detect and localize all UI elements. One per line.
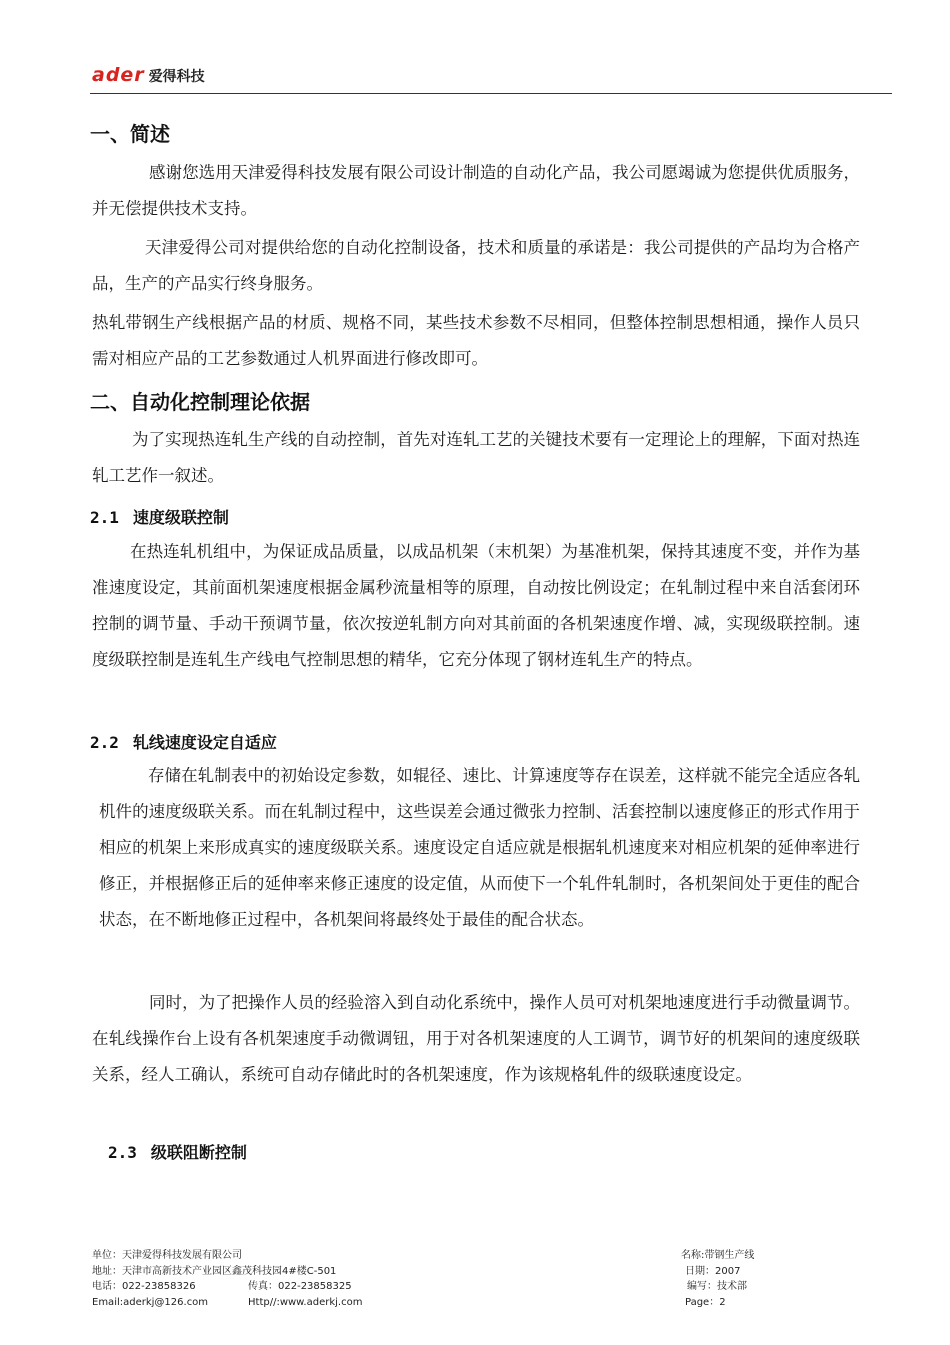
footer-left bbox=[92, 1248, 362, 1310]
section-1-heading: 一、简述 bbox=[90, 122, 170, 146]
footer-page-number: Page：2 bbox=[685, 1296, 726, 1308]
section-1-paragraph-1: 感谢您选用天津爱得科技发展有限公司设计制造的自动化产品，我公司愿竭诚为您提供优质服务，并无偿提供技术支持。 bbox=[92, 163, 860, 218]
section-2-intro-paragraph: 为了实现热连轧生产线的自动控制，首先对连轧工艺的关键技术要有一定理论上的理解，下面对热连轧工艺作一叙述。 bbox=[92, 430, 860, 485]
company-logo bbox=[92, 64, 205, 86]
section-1-paragraph-3: 热轧带钢生产线根据产品的材质、规格不同，某些技术参数不尽相同，但整体控制思想相通，操作人员只需对相应产品的工艺参数通过人机界面进行修改即可。 bbox=[92, 313, 860, 368]
subsection-2-1-title: 速度级联控制 bbox=[132, 508, 229, 527]
subsection-2-1-paragraph: 在热连轧机组中，为保证成品质量，以成品机架（末机架）为基准机架，保持其速度不变，并作为基准速度设定，其前面机架速度根据金属秒流量相等的原理，自动按比例设定；在轧制过程中来自活套闭环控制的调节量、手动干预调节量，依次按逆轧制方向对其前面的各机架速度作增、减，实现级联控制。速度级联控制是连轧生产线电气控制思想的精华，它充分体现了钢材连轧生产的特点。 bbox=[92, 542, 860, 669]
footer-right bbox=[681, 1248, 754, 1310]
subsection-2-3-title: 级联阻断控制 bbox=[150, 1143, 247, 1162]
footer-date: 日期：2007 bbox=[685, 1265, 741, 1277]
subsection-2-2-number: 2.2 bbox=[90, 733, 119, 752]
footer-contact-row bbox=[92, 1279, 362, 1295]
logo-brand-latin: ader bbox=[92, 64, 145, 86]
subsection-2-3-heading bbox=[108, 1140, 247, 1163]
footer-phone: 电话：022-23858326 bbox=[92, 1281, 196, 1292]
subsection-2-1-number: 2.1 bbox=[90, 508, 119, 527]
section-2-heading: 二、自动化控制理论依据 bbox=[90, 390, 310, 414]
section-1-paragraph-2: 天津爱得公司对提供给您的自动化控制设备，技术和质量的承诺是：我公司提供的产品均为合格产品，生产的产品实行终身服务。 bbox=[92, 238, 860, 293]
footer-web-row bbox=[92, 1295, 362, 1311]
footer-fax: 传真：022-23858325 bbox=[248, 1281, 352, 1292]
subsection-2-2-paragraph-2: 同时，为了把操作人员的经验溶入到自动化系统中，操作人员可对机架地速度进行手动微量调节。在轧线操作台上设有各机架速度手动微调钮，用于对各机架速度的人工调节，调节好的机架间的速度级联关系，经人工确认，系统可自动存储此时的各机架速度，作为该规格轧件的级联速度设定。 bbox=[92, 993, 860, 1084]
footer-website: Http//:www.aderkj.com bbox=[248, 1296, 363, 1308]
footer-email: Email:aderkj@126.com bbox=[92, 1296, 209, 1308]
subsection-2-1-heading bbox=[90, 505, 229, 528]
subsection-2-2-paragraph-1: 存储在轧制表中的初始设定参数，如辊径、速比、计算速度等存在误差，这样就不能完全适应各轧机件的速度级联关系。而在轧制过程中，这些误差会通过微张力控制、活套控制以速度修正的形式作用于相应的机架上来形成真实的速度级联关系。速度设定自适应就是根据轧机速度来对相应机架的延伸率进行修正，并根据修正后的延伸率来修正速度的设定值，从而使下一个轧件轧制时，各机架间处于更佳的配合状态，在不断地修正过程中，各机架间将最终处于最佳的配合状态。 bbox=[99, 766, 860, 929]
subsection-2-2-heading bbox=[90, 730, 277, 753]
footer-company-unit: 单位：天津爱得科技发展有限公司 bbox=[92, 1250, 242, 1261]
footer-editor: 编写：技术部 bbox=[687, 1281, 747, 1292]
subsection-2-2-title: 轧线速度设定自适应 bbox=[132, 733, 277, 752]
header-divider bbox=[90, 93, 892, 94]
subsection-2-3-number: 2.3 bbox=[108, 1143, 137, 1162]
footer-document-name: 名称:带钢生产线 bbox=[681, 1250, 755, 1261]
footer-address: 地址：天津市高新技术产业园区鑫茂科技园4#楼C-501 bbox=[92, 1265, 337, 1277]
logo-brand-cn: 爱得科技 bbox=[148, 69, 205, 85]
